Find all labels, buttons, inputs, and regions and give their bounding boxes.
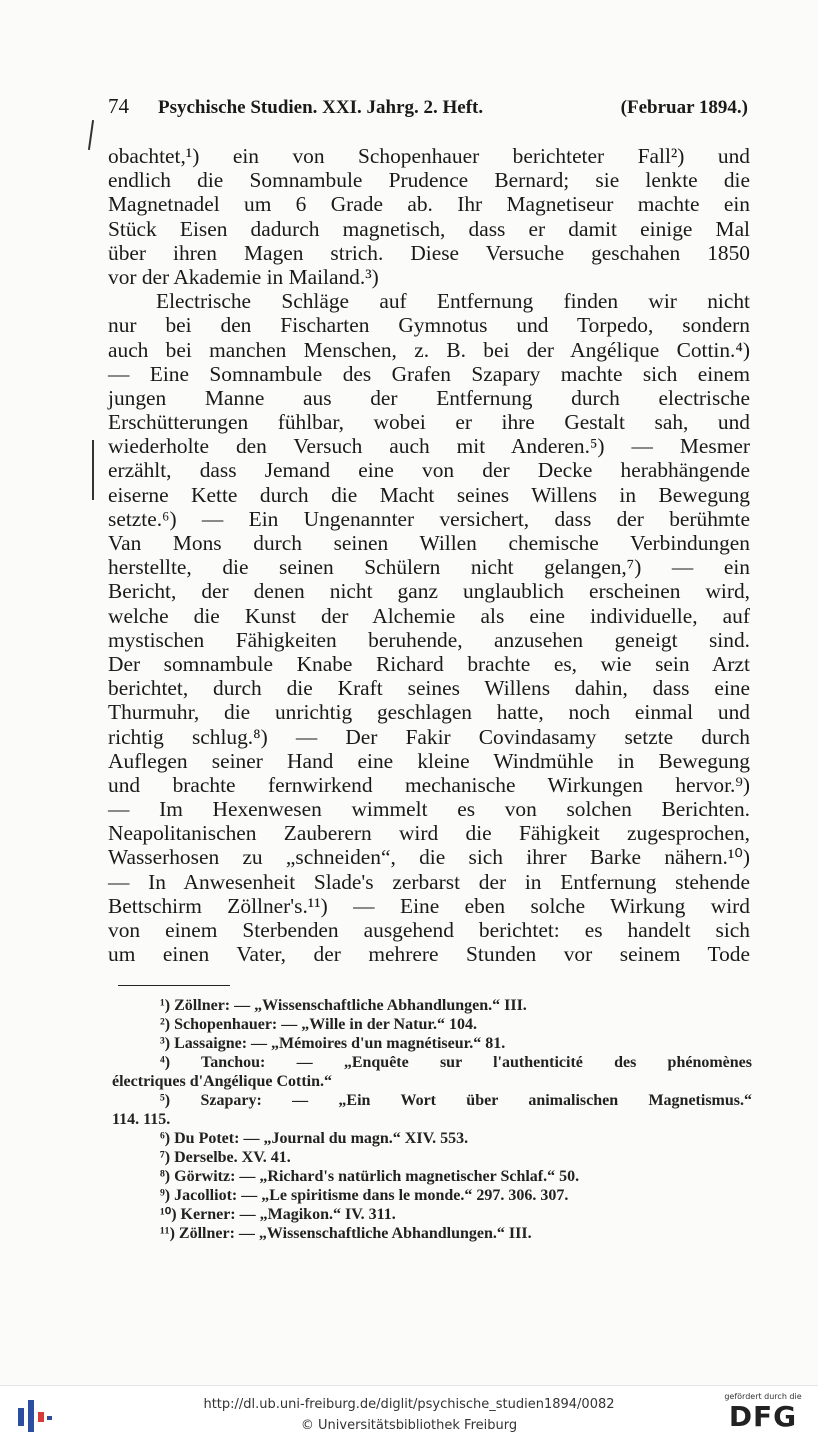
footnote-line: ⁸) Görwitz: — „Richard's natürlich magnetischer Schlaf.“ 50.: [160, 1168, 580, 1185]
text-line: herstellte, die seinen Schülern nicht gelangen,⁷) — ein: [108, 555, 750, 580]
dfg-wordmark: DFG: [728, 1400, 798, 1433]
text-line: Van Mons durch seinen Willen chemische Verbindungen: [108, 531, 750, 555]
footnote-line: 114. 115.: [112, 1111, 171, 1128]
text-line: und brachte fernwirkend mechanische Wirkungen hervor.⁹): [108, 772, 750, 797]
body-text: [108, 144, 750, 966]
text-line: Electrische Schläge auf Entfernung finden wir nicht: [156, 289, 750, 314]
text-line: — Eine Somnambule des Grafen Szapary machte sich einem: [108, 361, 750, 386]
text-line: auch bei manchen Menschen, z. B. bei der Angélique Cottin.⁴): [108, 337, 750, 362]
text-line: berichtet, durch die Kraft seines Willens dahin, dass eine: [108, 676, 750, 701]
text-line: — Im Hexenwesen wimmelt es von solchen Berichten.: [108, 797, 750, 822]
text-line: Der somnambule Knabe Richard brachte es, wie sein Arzt: [108, 651, 750, 676]
text-line: Erschütterungen fühlbar, wobei er ihre Gestalt sah, und: [108, 410, 750, 435]
text-line: erzählt, dass Jemand eine von der Decke herabhängende: [108, 458, 750, 483]
text-line: wiederholte den Versuch auch mit Anderen.⁵) — Mesmer: [108, 434, 750, 459]
text-line: Bericht, der denen nicht ganz unglaublich erscheinen wird,: [108, 579, 750, 604]
viewer-footer: [0, 1385, 818, 1443]
text-line: Magnetnadel um 6 Grade ab. Ihr Magnetiseur machte ein: [108, 192, 750, 217]
text-line: von einem Sterbenden ausgehend berichtet: es handelt sich: [108, 918, 750, 942]
dfg-logo: [718, 1392, 808, 1438]
margin-mark: [92, 440, 94, 500]
text-line: Bettschirm Zöllner's.¹¹) — Eine eben solche Wirkung wird: [108, 893, 750, 918]
page-number: 74: [108, 94, 129, 118]
text-line: um einen Vater, der mehrere Stunden vor seinem Tode: [108, 942, 750, 967]
margin-mark: [88, 120, 94, 150]
text-line: nur bei den Fischarten Gymnotus und Torpedo, sondern: [108, 313, 750, 338]
footnotes: [112, 996, 752, 1243]
footnote-line: électriques d'Angélique Cottin.“: [112, 1073, 332, 1090]
text-line: eiserne Kette durch die Macht seines Willens in Bewegung: [108, 482, 750, 507]
running-header: [108, 94, 748, 120]
text-line: Thurmuhr, die unrichtig geschlagen hatte, noch einmal und: [108, 700, 750, 725]
copyright-notice: © Universitätsbibliothek Freiburg: [300, 1418, 518, 1433]
text-line: obachtet,¹) ein von Schopenhauer berichteter Fall²) und: [108, 144, 750, 168]
dfg-caption: gefördert durch die: [724, 1392, 802, 1401]
footnote-line: ¹¹) Zöllner: — „Wissenschaftliche Abhandlungen.“ III.: [160, 1225, 532, 1242]
footnote-line: ³) Lassaigne: — „Mémoires d'un magnétiseur.“ 81.: [160, 1035, 506, 1052]
text-line: vor der Akademie in Mailand.³): [108, 264, 379, 289]
running-title: Psychische Studien. XXI. Jahrg. 2. Heft.: [158, 97, 484, 118]
text-line: Neapolitanischen Zauberern wird die Fähigkeit zugesprochen,: [108, 821, 750, 846]
issue-date: (Februar 1894.): [620, 97, 748, 118]
text-line: setzte.⁶) — Ein Ungenannter versichert, dass der berühmte: [108, 506, 750, 531]
permalink-url[interactable]: http://dl.ub.uni-freiburg.de/diglit/psychische_studien1894/0082: [203, 1397, 615, 1412]
footnote-line: ¹) Zöllner: — „Wissenschaftliche Abhandlungen.“ III.: [160, 997, 527, 1014]
footnote-line: ⁹) Jacolliot: — „Le spiritisme dans le monde.“ 297. 306. 307.: [160, 1187, 569, 1204]
footnote-line: ¹⁰) Kerner: — „Magikon.“ IV. 311.: [160, 1206, 396, 1223]
text-line: mystischen Fähigkeiten beruhende, anzusehen geneigt sind.: [108, 627, 750, 652]
text-line: über ihren Magen strich. Diese Versuche geschahen 1850: [108, 240, 750, 265]
footnote-line: ⁶) Du Potet: — „Journal du magn.“ XIV. 553.: [160, 1130, 469, 1147]
text-line: — In Anwesenheit Slade's zerbarst der in Entfernung stehende: [108, 869, 750, 894]
text-line: Stück Eisen dadurch magnetisch, dass er damit einige Mal: [108, 216, 750, 241]
footnote-line: ⁴) Tanchou: — „Enquête sur l'authenticité des phénomènes: [160, 1054, 752, 1071]
footnote-line: ²) Schopenhauer: — „Wille in der Natur.“ 104.: [160, 1016, 477, 1033]
text-line: Wasserhosen zu „schneiden“, die sich ihrer Barke nähern.¹⁰): [108, 845, 750, 870]
footnote-line: ⁵) Szapary: — „Ein Wort über animalischen Magnetismus.“: [160, 1092, 752, 1109]
text-line: jungen Manne aus der Entfernung durch electrische: [108, 385, 750, 410]
text-line: welche die Kunst der Alchemie als eine individuelle, auf: [108, 603, 750, 628]
footnote-line: ⁷) Derselbe. XV. 41.: [160, 1149, 291, 1166]
text-line: endlich die Somnambule Prudence Bernard; sie lenkte die: [108, 168, 750, 193]
footnote-rule: [118, 985, 230, 986]
text-line: richtig schlug.⁸) — Der Fakir Covindasamy setzte durch: [108, 724, 750, 749]
text-line: Auflegen seiner Hand eine kleine Windmühle in Bewegung: [108, 748, 750, 773]
